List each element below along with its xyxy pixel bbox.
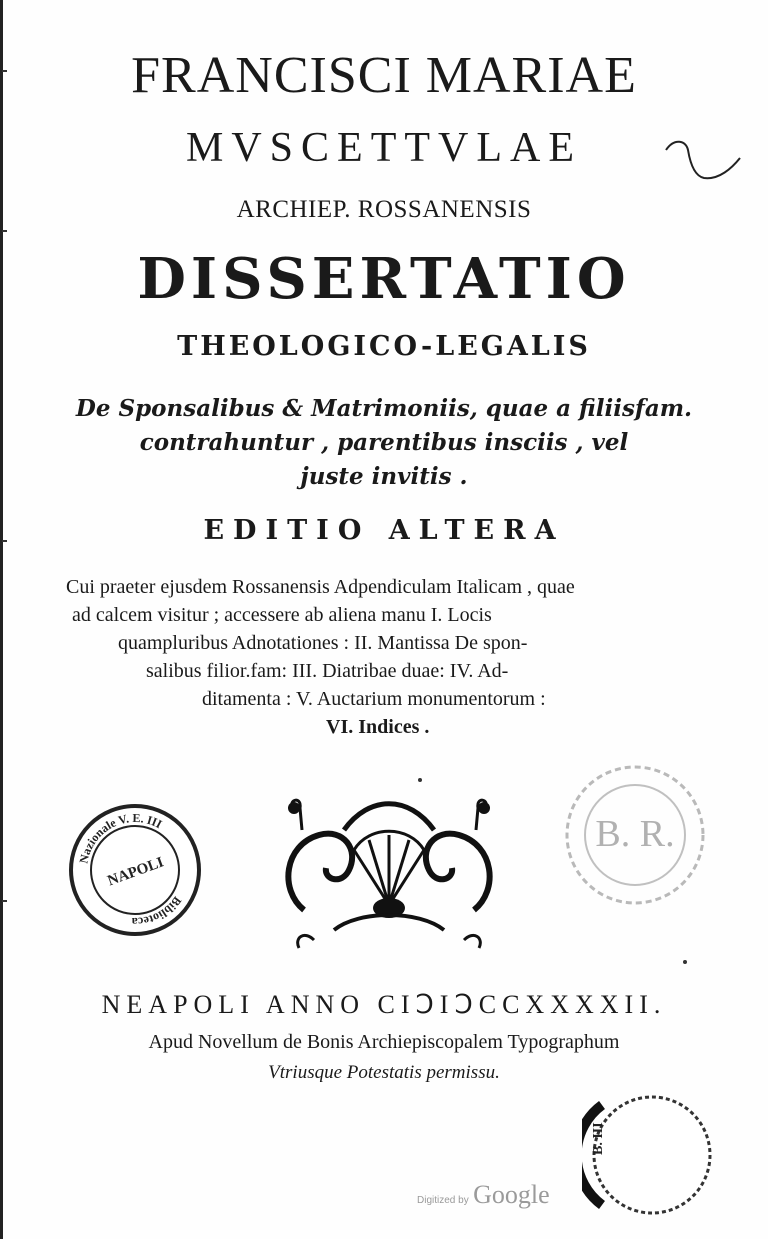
contents-line-6: VI. Indices .: [326, 716, 430, 738]
topic-line-1: De Sponsalibus & Matrimoniis, quae a filiisfam.: [75, 395, 693, 422]
svg-text:B. R.: B. R.: [595, 813, 675, 855]
svg-text:B. III: B. III: [591, 1122, 606, 1155]
contents-line-1: Cui praeter ejusdem Rossanensis Adpendiculam Italicam , quae: [66, 576, 575, 598]
printers-ornament-icon: [274, 790, 504, 955]
digitization-watermark: [417, 1180, 550, 1210]
contents-line-3: quampluribus Adnotationes : II. Mantissa De spon-: [118, 632, 528, 654]
contents-line-5: ditamenta : V. Auctarium monumentorum :: [202, 688, 546, 710]
edge-mark: [2, 900, 7, 902]
author-line-2: MVSCETTVLAE: [186, 125, 582, 171]
ink-speck: [683, 960, 687, 964]
library-stamp-bottom: [582, 1085, 712, 1215]
work-title: DISSERTATIO: [137, 246, 631, 312]
author-line-1: FRANCISCI MARIAE: [131, 47, 637, 104]
ink-speck: [418, 778, 422, 782]
contents-line-4: salibus filior.fam: III. Diatribae duae: IV. Ad-: [146, 660, 509, 682]
google-logo: Google: [473, 1180, 550, 1209]
svg-text:Biblioteca: Biblioteca: [131, 893, 185, 930]
imprint-permission: Vtriusque Potestatis permissu.: [268, 1062, 500, 1083]
imprint-printer: Apud Novellum de Bonis Archiepiscopalem Typographum: [148, 1031, 620, 1053]
imprint-place: NEAPOLI ANNO CIↃIↃCCXXXXII.: [101, 990, 667, 1019]
edge-mark: [2, 230, 7, 232]
watermark-small-text: Digitized by: [417, 1195, 469, 1206]
contents-line-2: ad calcem visitur ; accessere ab aliena manu I. Locis: [72, 604, 492, 626]
topic-line-3: juste invitis .: [300, 463, 468, 490]
svg-text:NAPOLI: NAPOLI: [105, 854, 166, 890]
handwritten-mark-icon: [664, 128, 744, 188]
svg-text:Nazionale V. E. III: Nazionale V. E. III: [76, 810, 165, 865]
edition-statement: EDITIO ALTERA: [203, 515, 565, 546]
work-subtitle: THEOLOGICO-LEGALIS: [177, 331, 591, 362]
library-stamp-left: [65, 800, 205, 940]
library-stamp-right: [560, 760, 710, 910]
topic-line-2: contrahuntur , parentibus insciis , vel: [139, 429, 629, 456]
author-title: ARCHIEP. ROSSANENSIS: [236, 196, 532, 223]
